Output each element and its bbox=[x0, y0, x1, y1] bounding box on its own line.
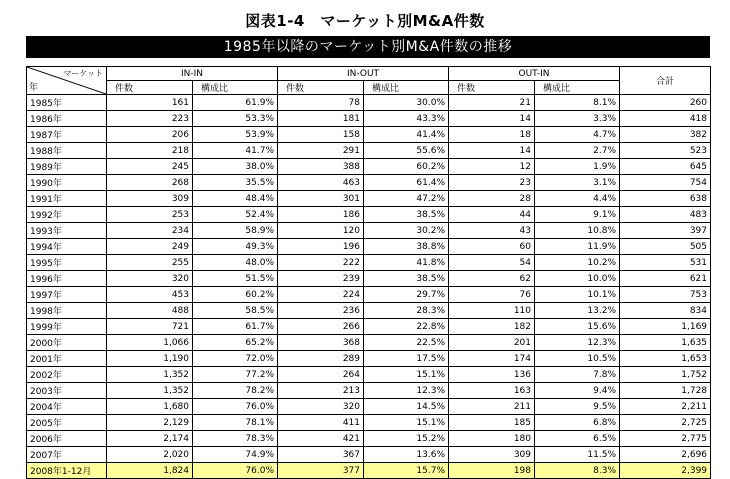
year-cell: 2001年 bbox=[27, 351, 107, 367]
year-cell: 1997年 bbox=[27, 287, 107, 303]
inin-count-cell: 245 bbox=[107, 159, 193, 175]
inin-ratio-cell: 61.7% bbox=[193, 319, 278, 335]
inin-ratio-cell: 72.0% bbox=[193, 351, 278, 367]
inout-count-cell: 120 bbox=[278, 223, 364, 239]
outin-ratio-cell: 10.8% bbox=[535, 223, 620, 239]
total-cell: 645 bbox=[620, 159, 711, 175]
outin-ratio-cell: 9.4% bbox=[535, 383, 620, 399]
inout-count-cell: 320 bbox=[278, 399, 364, 415]
outin-count-cell: 14 bbox=[449, 143, 535, 159]
inout-count-cell: 186 bbox=[278, 207, 364, 223]
inin-ratio-cell: 76.0% bbox=[193, 399, 278, 415]
outin-count-cell: 211 bbox=[449, 399, 535, 415]
outin-count-cell: 23 bbox=[449, 175, 535, 191]
inout-ratio-cell: 14.5% bbox=[364, 399, 449, 415]
inout-ratio-header: 構成比 bbox=[364, 81, 449, 95]
year-cell: 1999年 bbox=[27, 319, 107, 335]
inin-count-cell: 453 bbox=[107, 287, 193, 303]
inin-count-cell: 218 bbox=[107, 143, 193, 159]
inout-ratio-cell: 38.5% bbox=[364, 271, 449, 287]
outin-ratio-cell: 4.4% bbox=[535, 191, 620, 207]
inin-count-cell: 309 bbox=[107, 191, 193, 207]
inout-ratio-cell: 15.2% bbox=[364, 431, 449, 447]
outin-count-cell: 309 bbox=[449, 447, 535, 463]
year-cell: 2004年 bbox=[27, 399, 107, 415]
inout-ratio-cell: 60.2% bbox=[364, 159, 449, 175]
inout-count-cell: 388 bbox=[278, 159, 364, 175]
total-header: 合計 bbox=[620, 67, 711, 95]
inout-ratio-cell: 55.6% bbox=[364, 143, 449, 159]
inout-count-cell: 463 bbox=[278, 175, 364, 191]
outin-count-cell: 60 bbox=[449, 239, 535, 255]
group-header-inout: IN-OUT bbox=[278, 67, 449, 81]
outin-count-cell: 12 bbox=[449, 159, 535, 175]
table-row bbox=[27, 303, 711, 319]
inin-ratio-cell: 61.9% bbox=[193, 95, 278, 111]
inin-ratio-cell: 49.3% bbox=[193, 239, 278, 255]
inout-count-cell: 196 bbox=[278, 239, 364, 255]
ma-count-table bbox=[26, 66, 711, 479]
inin-count-cell: 206 bbox=[107, 127, 193, 143]
outin-ratio-cell: 8.3% bbox=[535, 463, 620, 479]
table-row bbox=[27, 431, 711, 447]
inin-count-cell: 721 bbox=[107, 319, 193, 335]
total-cell: 754 bbox=[620, 175, 711, 191]
table-row bbox=[27, 159, 711, 175]
outin-count-cell: 163 bbox=[449, 383, 535, 399]
inout-ratio-cell: 13.6% bbox=[364, 447, 449, 463]
outin-count-cell: 44 bbox=[449, 207, 535, 223]
table-row bbox=[27, 287, 711, 303]
inout-ratio-cell: 43.3% bbox=[364, 111, 449, 127]
outin-ratio-cell: 11.5% bbox=[535, 447, 620, 463]
inin-count-cell: 1,190 bbox=[107, 351, 193, 367]
inout-ratio-cell: 61.4% bbox=[364, 175, 449, 191]
table-row bbox=[27, 335, 711, 351]
outin-count-cell: 198 bbox=[449, 463, 535, 479]
header-row-groups bbox=[27, 67, 711, 81]
inin-count-cell: 268 bbox=[107, 175, 193, 191]
inin-count-cell: 255 bbox=[107, 255, 193, 271]
inout-count-cell: 213 bbox=[278, 383, 364, 399]
total-cell: 505 bbox=[620, 239, 711, 255]
inout-count-cell: 367 bbox=[278, 447, 364, 463]
outin-ratio-cell: 12.3% bbox=[535, 335, 620, 351]
inout-count-cell: 236 bbox=[278, 303, 364, 319]
outin-ratio-cell: 10.1% bbox=[535, 287, 620, 303]
year-cell: 1994年 bbox=[27, 239, 107, 255]
outin-ratio-cell: 6.8% bbox=[535, 415, 620, 431]
inin-ratio-cell: 65.2% bbox=[193, 335, 278, 351]
total-cell: 1,653 bbox=[620, 351, 711, 367]
inin-ratio-cell: 60.2% bbox=[193, 287, 278, 303]
table-row bbox=[27, 399, 711, 415]
table-row bbox=[27, 191, 711, 207]
year-cell: 1990年 bbox=[27, 175, 107, 191]
table-row bbox=[27, 223, 711, 239]
table-banner: 1985年以降のマーケット別M&A件数の推移 bbox=[26, 36, 710, 58]
outin-ratio-cell: 10.0% bbox=[535, 271, 620, 287]
table-row bbox=[27, 351, 711, 367]
year-cell: 1985年 bbox=[27, 95, 107, 111]
inin-ratio-cell: 74.9% bbox=[193, 447, 278, 463]
inout-ratio-cell: 30.0% bbox=[364, 95, 449, 111]
inin-ratio-cell: 78.1% bbox=[193, 415, 278, 431]
inout-count-cell: 411 bbox=[278, 415, 364, 431]
table-row bbox=[27, 111, 711, 127]
outin-count-cell: 180 bbox=[449, 431, 535, 447]
inout-ratio-cell: 17.5% bbox=[364, 351, 449, 367]
year-cell: 1998年 bbox=[27, 303, 107, 319]
table-row bbox=[27, 383, 711, 399]
year-cell: 2007年 bbox=[27, 447, 107, 463]
outin-count-cell: 54 bbox=[449, 255, 535, 271]
inout-ratio-cell: 28.3% bbox=[364, 303, 449, 319]
inin-ratio-cell: 35.5% bbox=[193, 175, 278, 191]
group-header-outin: OUT-IN bbox=[449, 67, 620, 81]
inin-count-cell: 2,020 bbox=[107, 447, 193, 463]
table-row bbox=[27, 463, 711, 479]
table-row bbox=[27, 95, 711, 111]
total-cell: 1,635 bbox=[620, 335, 711, 351]
table-row bbox=[27, 175, 711, 191]
inin-ratio-cell: 76.0% bbox=[193, 463, 278, 479]
outin-ratio-cell: 9.1% bbox=[535, 207, 620, 223]
table-body bbox=[27, 95, 711, 479]
total-cell: 1,728 bbox=[620, 383, 711, 399]
table-row bbox=[27, 271, 711, 287]
outin-count-header: 件数 bbox=[449, 81, 535, 95]
inin-count-cell: 1,824 bbox=[107, 463, 193, 479]
total-cell: 483 bbox=[620, 207, 711, 223]
year-cell: 2008年1-12月 bbox=[27, 463, 107, 479]
table-row bbox=[27, 207, 711, 223]
outin-count-cell: 174 bbox=[449, 351, 535, 367]
inout-ratio-cell: 15.1% bbox=[364, 415, 449, 431]
year-cell: 1987年 bbox=[27, 127, 107, 143]
table-row bbox=[27, 127, 711, 143]
year-cell: 2000年 bbox=[27, 335, 107, 351]
outin-count-cell: 43 bbox=[449, 223, 535, 239]
outin-count-cell: 136 bbox=[449, 367, 535, 383]
inin-count-cell: 161 bbox=[107, 95, 193, 111]
inout-ratio-cell: 47.2% bbox=[364, 191, 449, 207]
outin-ratio-cell: 9.5% bbox=[535, 399, 620, 415]
outin-ratio-header: 構成比 bbox=[535, 81, 620, 95]
total-cell: 397 bbox=[620, 223, 711, 239]
outin-ratio-cell: 2.7% bbox=[535, 143, 620, 159]
outin-ratio-cell: 15.6% bbox=[535, 319, 620, 335]
total-cell: 2,399 bbox=[620, 463, 711, 479]
inin-count-cell: 1,066 bbox=[107, 335, 193, 351]
outin-count-cell: 182 bbox=[449, 319, 535, 335]
group-header-inin: IN-IN bbox=[107, 67, 278, 81]
corner-market-label: マーケット bbox=[63, 69, 103, 78]
inin-ratio-header: 構成比 bbox=[193, 81, 278, 95]
inin-count-cell: 253 bbox=[107, 207, 193, 223]
total-cell: 260 bbox=[620, 95, 711, 111]
inin-count-cell: 488 bbox=[107, 303, 193, 319]
inout-ratio-cell: 15.7% bbox=[364, 463, 449, 479]
inin-ratio-cell: 52.4% bbox=[193, 207, 278, 223]
header-row-sub bbox=[27, 81, 711, 95]
inin-count-cell: 234 bbox=[107, 223, 193, 239]
inin-ratio-cell: 51.5% bbox=[193, 271, 278, 287]
outin-count-cell: 110 bbox=[449, 303, 535, 319]
inout-ratio-cell: 30.2% bbox=[364, 223, 449, 239]
total-cell: 2,775 bbox=[620, 431, 711, 447]
inout-ratio-cell: 29.7% bbox=[364, 287, 449, 303]
outin-ratio-cell: 7.8% bbox=[535, 367, 620, 383]
inout-count-cell: 301 bbox=[278, 191, 364, 207]
inout-ratio-cell: 38.5% bbox=[364, 207, 449, 223]
outin-count-cell: 62 bbox=[449, 271, 535, 287]
total-cell: 621 bbox=[620, 271, 711, 287]
year-cell: 1991年 bbox=[27, 191, 107, 207]
inin-ratio-cell: 53.9% bbox=[193, 127, 278, 143]
year-cell: 2006年 bbox=[27, 431, 107, 447]
outin-ratio-cell: 13.2% bbox=[535, 303, 620, 319]
inout-count-header: 件数 bbox=[278, 81, 364, 95]
inout-count-cell: 368 bbox=[278, 335, 364, 351]
inout-ratio-cell: 22.8% bbox=[364, 319, 449, 335]
outin-count-cell: 76 bbox=[449, 287, 535, 303]
total-cell: 382 bbox=[620, 127, 711, 143]
outin-ratio-cell: 10.5% bbox=[535, 351, 620, 367]
inin-count-cell: 2,174 bbox=[107, 431, 193, 447]
figure-title: 図表1-4 マーケット別M&A件数 bbox=[245, 12, 485, 30]
year-cell: 1993年 bbox=[27, 223, 107, 239]
inin-ratio-cell: 77.2% bbox=[193, 367, 278, 383]
inout-ratio-cell: 41.4% bbox=[364, 127, 449, 143]
corner-header bbox=[27, 67, 107, 95]
outin-ratio-cell: 8.1% bbox=[535, 95, 620, 111]
inin-count-cell: 223 bbox=[107, 111, 193, 127]
table-row bbox=[27, 239, 711, 255]
table-row bbox=[27, 415, 711, 431]
outin-ratio-cell: 6.5% bbox=[535, 431, 620, 447]
inout-count-cell: 239 bbox=[278, 271, 364, 287]
inin-ratio-cell: 58.9% bbox=[193, 223, 278, 239]
total-cell: 2,211 bbox=[620, 399, 711, 415]
outin-ratio-cell: 1.9% bbox=[535, 159, 620, 175]
inin-ratio-cell: 48.0% bbox=[193, 255, 278, 271]
total-cell: 531 bbox=[620, 255, 711, 271]
outin-ratio-cell: 11.9% bbox=[535, 239, 620, 255]
inout-ratio-cell: 22.5% bbox=[364, 335, 449, 351]
outin-count-cell: 14 bbox=[449, 111, 535, 127]
inout-ratio-cell: 38.8% bbox=[364, 239, 449, 255]
year-cell: 2003年 bbox=[27, 383, 107, 399]
inout-count-cell: 222 bbox=[278, 255, 364, 271]
total-cell: 2,696 bbox=[620, 447, 711, 463]
inin-ratio-cell: 78.2% bbox=[193, 383, 278, 399]
outin-ratio-cell: 3.3% bbox=[535, 111, 620, 127]
inout-count-cell: 289 bbox=[278, 351, 364, 367]
inout-count-cell: 291 bbox=[278, 143, 364, 159]
outin-count-cell: 201 bbox=[449, 335, 535, 351]
inout-count-cell: 377 bbox=[278, 463, 364, 479]
total-cell: 1,169 bbox=[620, 319, 711, 335]
year-cell: 1988年 bbox=[27, 143, 107, 159]
year-cell: 1995年 bbox=[27, 255, 107, 271]
year-cell: 2002年 bbox=[27, 367, 107, 383]
outin-count-cell: 28 bbox=[449, 191, 535, 207]
table-row bbox=[27, 143, 711, 159]
inin-count-cell: 320 bbox=[107, 271, 193, 287]
total-cell: 638 bbox=[620, 191, 711, 207]
inin-count-cell: 1,352 bbox=[107, 383, 193, 399]
inout-count-cell: 158 bbox=[278, 127, 364, 143]
year-cell: 2005年 bbox=[27, 415, 107, 431]
outin-ratio-cell: 4.7% bbox=[535, 127, 620, 143]
outin-count-cell: 185 bbox=[449, 415, 535, 431]
inout-ratio-cell: 41.8% bbox=[364, 255, 449, 271]
inout-ratio-cell: 15.1% bbox=[364, 367, 449, 383]
inin-count-cell: 1,680 bbox=[107, 399, 193, 415]
inout-count-cell: 266 bbox=[278, 319, 364, 335]
inin-ratio-cell: 78.3% bbox=[193, 431, 278, 447]
table-row bbox=[27, 447, 711, 463]
table-row bbox=[27, 255, 711, 271]
total-cell: 834 bbox=[620, 303, 711, 319]
total-cell: 418 bbox=[620, 111, 711, 127]
inin-ratio-cell: 53.3% bbox=[193, 111, 278, 127]
inout-ratio-cell: 12.3% bbox=[364, 383, 449, 399]
total-cell: 2,725 bbox=[620, 415, 711, 431]
inout-count-cell: 224 bbox=[278, 287, 364, 303]
year-cell: 1996年 bbox=[27, 271, 107, 287]
inin-count-cell: 1,352 bbox=[107, 367, 193, 383]
inout-count-cell: 181 bbox=[278, 111, 364, 127]
inin-count-cell: 249 bbox=[107, 239, 193, 255]
inout-count-cell: 421 bbox=[278, 431, 364, 447]
year-cell: 1992年 bbox=[27, 207, 107, 223]
corner-year-label: 年 bbox=[29, 83, 39, 93]
inin-ratio-cell: 58.5% bbox=[193, 303, 278, 319]
total-cell: 1,752 bbox=[620, 367, 711, 383]
year-cell: 1989年 bbox=[27, 159, 107, 175]
outin-ratio-cell: 3.1% bbox=[535, 175, 620, 191]
year-cell: 1986年 bbox=[27, 111, 107, 127]
inin-count-header: 件数 bbox=[107, 81, 193, 95]
outin-count-cell: 21 bbox=[449, 95, 535, 111]
inin-ratio-cell: 48.4% bbox=[193, 191, 278, 207]
outin-ratio-cell: 10.2% bbox=[535, 255, 620, 271]
table-row bbox=[27, 367, 711, 383]
outin-count-cell: 18 bbox=[449, 127, 535, 143]
inin-ratio-cell: 38.0% bbox=[193, 159, 278, 175]
inout-count-cell: 78 bbox=[278, 95, 364, 111]
total-cell: 753 bbox=[620, 287, 711, 303]
inin-ratio-cell: 41.7% bbox=[193, 143, 278, 159]
total-cell: 523 bbox=[620, 143, 711, 159]
inin-count-cell: 2,129 bbox=[107, 415, 193, 431]
table-row bbox=[27, 319, 711, 335]
inout-count-cell: 264 bbox=[278, 367, 364, 383]
